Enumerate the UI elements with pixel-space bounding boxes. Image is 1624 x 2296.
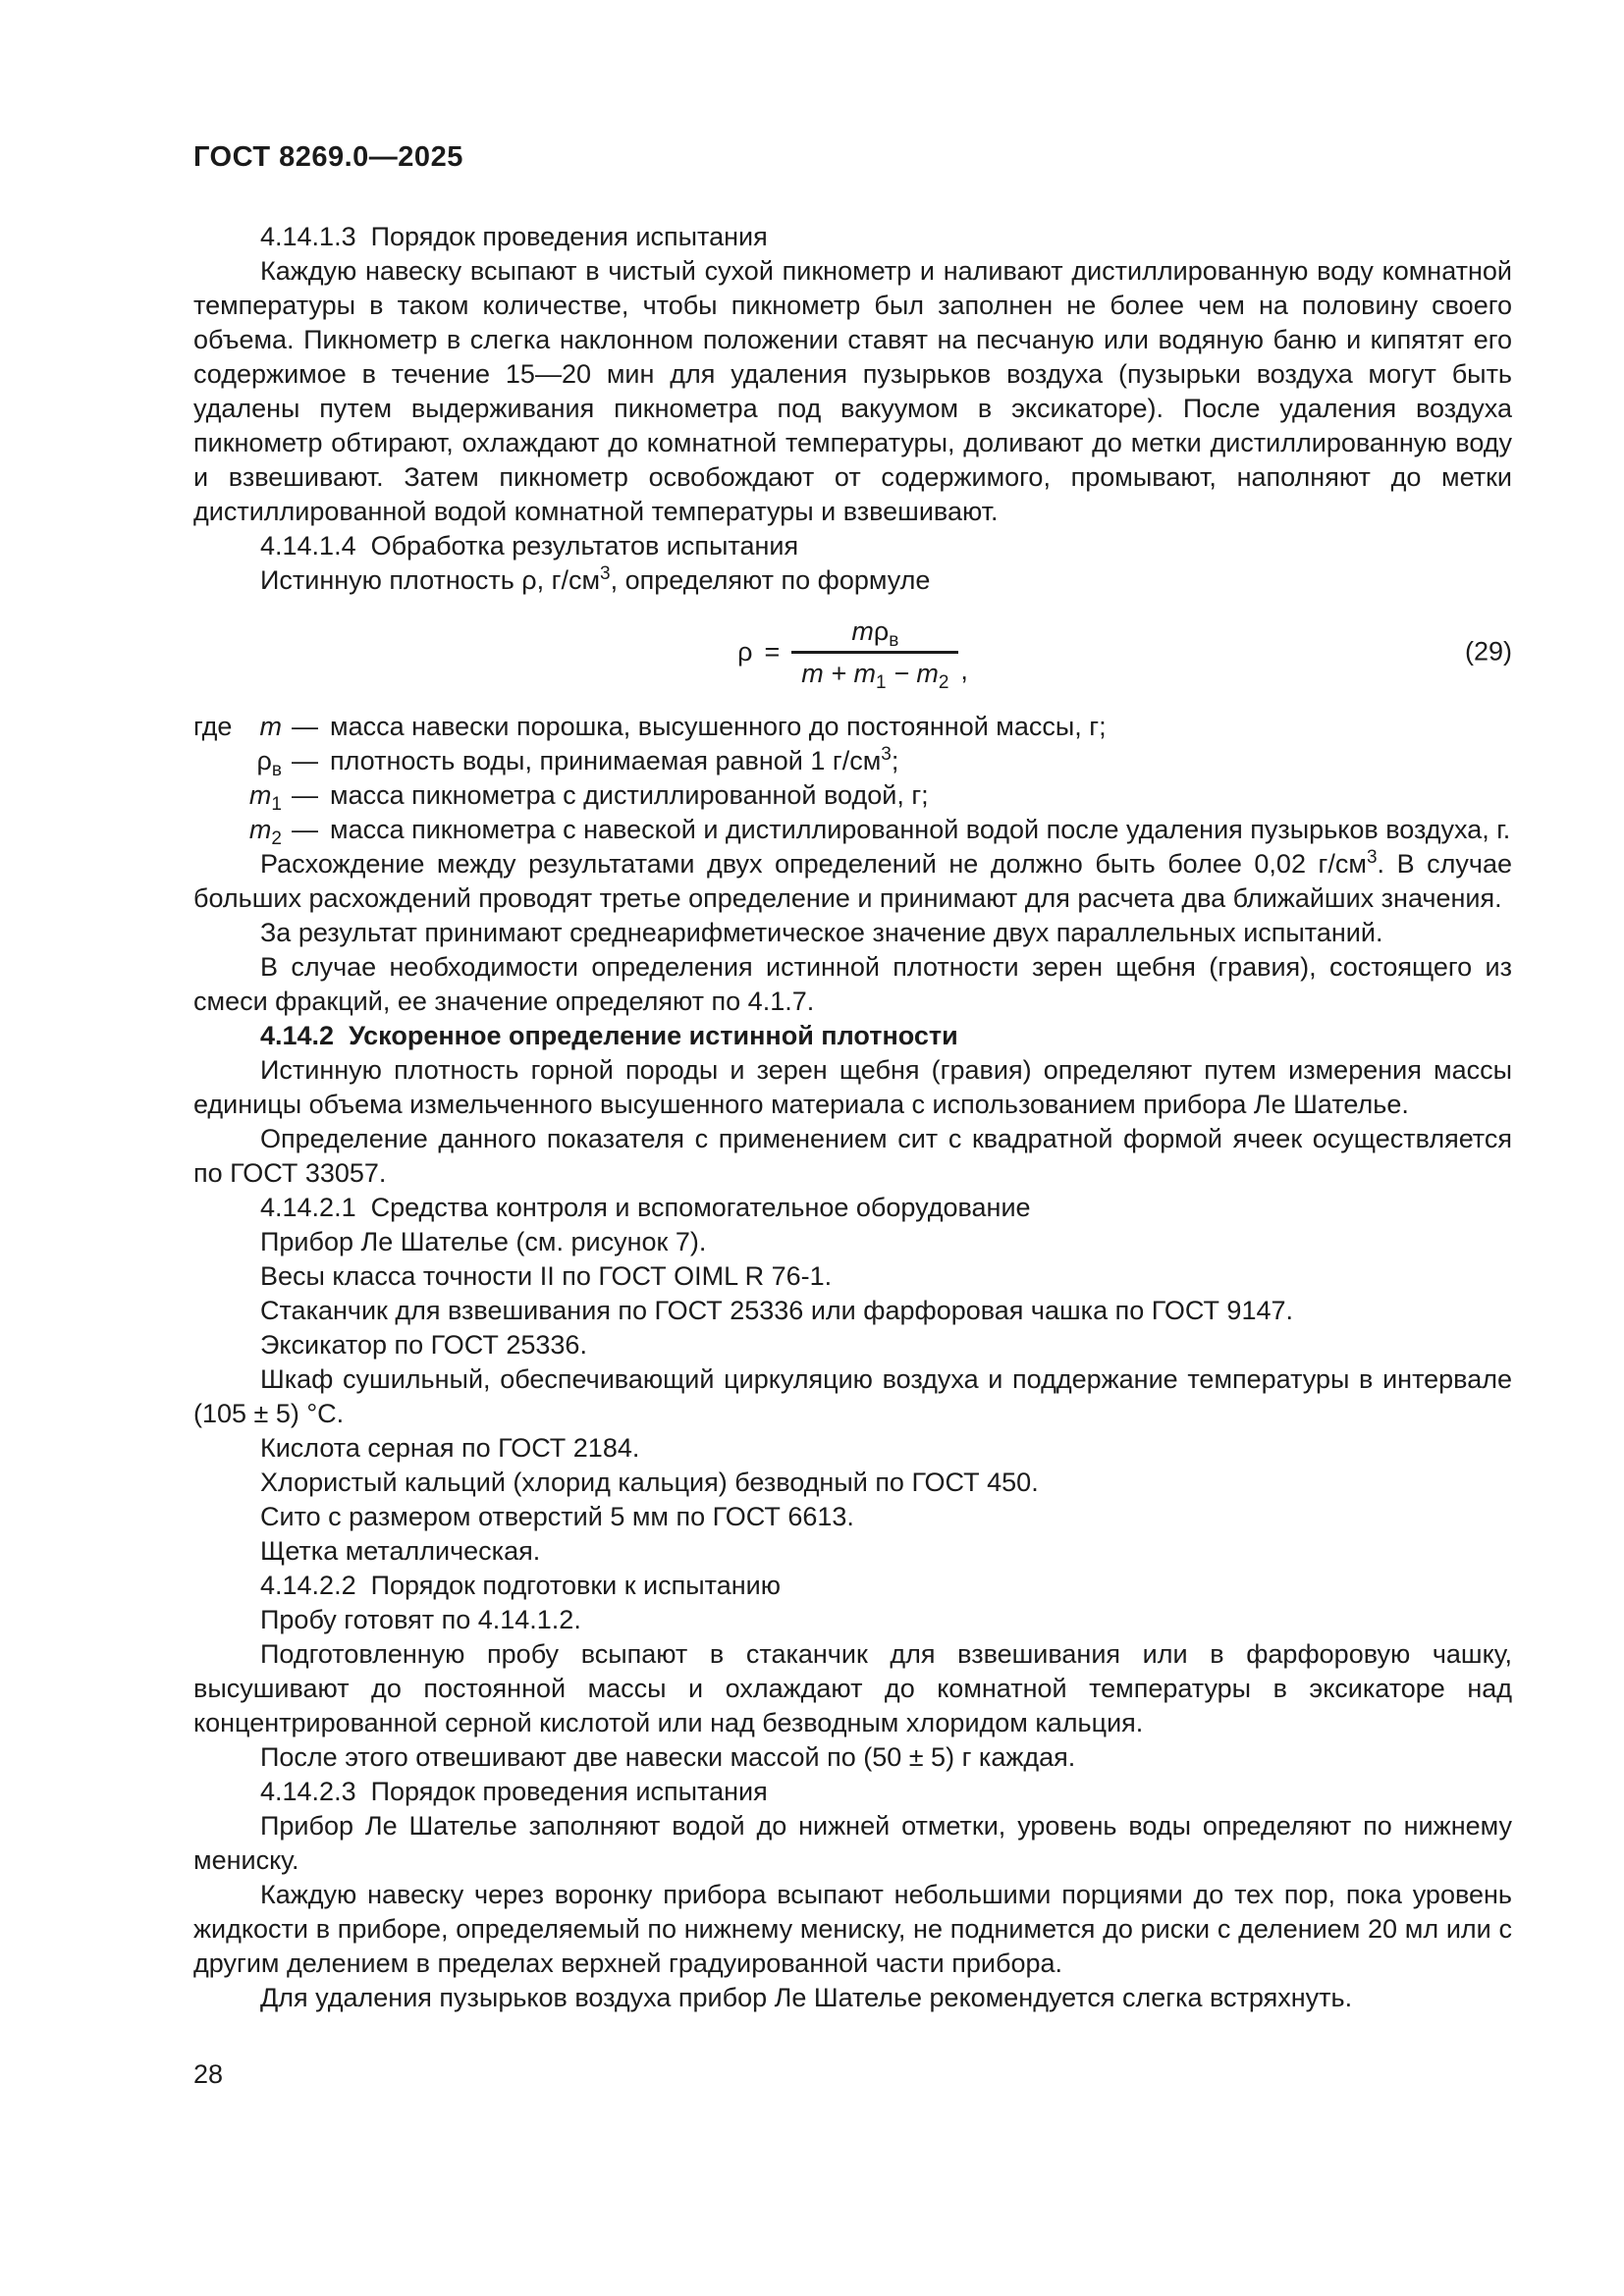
where-prefix [193, 813, 243, 847]
doc-header: ГОСТ 8269.0—2025 [193, 141, 463, 173]
superscript-3: 3 [600, 563, 611, 584]
where-desc: масса навески порошка, высушенного до постоянной массы, г; [330, 712, 1107, 741]
preparation-item: Подготовленную пробу всыпают в стаканчик для взвешивания или в фарфоровую чашку, высушивают до постоянной массы и охлаждают до комнатной температуры в эксикаторе над концентрированной серной кислотой или над безводным хлоридом кальция. [193, 1639, 1512, 1737]
symbol-m1: $m_1$ [248, 780, 282, 815]
equipment-item: Шкаф сушильный, обеспечивающий циркуляцию воздуха и поддержание температуры в интервале (105 ± 5) °С. [193, 1364, 1512, 1428]
heading-4-14-2-2: 4.14.2.2 Порядок подготовки к испытанию [260, 1571, 781, 1600]
where-row-m2 [193, 813, 1512, 847]
where-list [193, 710, 1512, 847]
page-number: 28 [193, 2059, 224, 2089]
where-row-m1 [193, 778, 1512, 813]
var-m: m [851, 615, 874, 646]
where-prefix [193, 778, 243, 813]
intro-text-a: Истинную плотность [260, 565, 522, 595]
divergence-text-b: . В случае больших расхождений проводят третье определение и принимают для расчета два ближайших значения. [193, 849, 1512, 913]
preparation-item: После этого отвешивают две навески массой по (50 ± 5) г каждая. [260, 1742, 1076, 1772]
equipment-item: Сито с размером отверстий 5 мм по ГОСТ 6613. [260, 1502, 854, 1531]
formula-comma: , [960, 655, 968, 685]
procedure-item: Для удаления пузырьков воздуха прибор Ле Шателье рекомендуется слегка встряхнуть. [260, 1983, 1353, 2012]
dash: — [292, 780, 318, 810]
dash: — [292, 712, 318, 741]
formula-number: (29) [1464, 636, 1512, 667]
heading-4-14-1-4: 4.14.1.4 Обработка результатов испытания [260, 531, 799, 561]
superscript-3: 3 [881, 744, 892, 765]
fraction-numerator [791, 616, 958, 651]
where-desc: масса пикнометра с навеской и дистиллированной водой после удаления пузырьков воздуха, г. [330, 815, 1511, 844]
formula-block [193, 610, 1512, 694]
subscript-v: в [889, 629, 899, 651]
fraction-denominator [791, 651, 958, 693]
where-row-rho [193, 744, 1512, 778]
symbol-m2: $m_2$ [248, 815, 282, 849]
equipment-item: Кислота серная по ГОСТ 2184. [260, 1433, 640, 1463]
paragraph-mix-fractions: В случае необходимости определения истинной плотности зерен щебня (гравия), состоящего из смеси фракций, ее значение определяют по 4.1.7. [193, 952, 1512, 1016]
paragraph-formula-intro [193, 563, 1512, 598]
where-row-m [193, 710, 1512, 744]
where-prefix [193, 744, 243, 778]
procedure-item: Прибор Ле Шателье заполняют водой до нижней отметки, уровень воды определяют по нижнему мениску. [193, 1811, 1512, 1875]
page-body [193, 220, 1512, 2015]
paragraph-result: За результат принимают среднеарифметическое значение двух параллельных испытаний. [260, 918, 1383, 947]
where-desc: масса пикнометра с дистиллированной водой, г; [330, 780, 929, 810]
equipment-item: Эксикатор по ГОСТ 25336. [260, 1330, 587, 1360]
heading-4-14-2-1: 4.14.2.1 Средства контроля и вспомогательное оборудование [260, 1193, 1031, 1222]
procedure-item: Каждую навеску через воронку прибора всыпают небольшими порциями до тех пор, пока уровень жидкости в приборе, определяемый по нижнему мениску, не поднимется до риски с делением 20 мл или с другим делением в пределах верхней градуированной части прибора. [193, 1880, 1512, 1978]
den-part-b: − m [886, 658, 939, 688]
superscript-3: 3 [1366, 847, 1378, 868]
paragraph-test-procedure: Каждую навеску всыпают в чистый сухой пикнометр и наливают дистиллированную воду комнатной температуры в таком количестве, чтобы пикнометр был заполнен не более чем на половину своего объема. Пикнометр в слегка наклонном положении ставят на песчаную или водяную баню и кипятят его содержимое в течение 15—20 мин для удаления пузырьков воздуха (пузырьки воздуха могут быть удалены путем выдерживания пикнометра под вакуумом в эксикаторе). После удаления воздуха пикнометр обтирают, охлаждают до комнатной температуры, доливают до метки дистиллированную воду и взвешивают. Затем пикнометр освобождают от содержимого, промывают, наполняют до метки дистиллированной водой комнатной температуры и взвешивают. [193, 256, 1512, 526]
symbol-rho-v: $\rho_в$ [256, 746, 282, 780]
heading-4-14-2: 4.14.2 Ускоренное определение истинной плотности [260, 1021, 958, 1050]
equipment-item: Весы класса точности II по ГОСТ OIML R 76-1. [260, 1261, 833, 1291]
subscript-1: 1 [875, 671, 887, 693]
heading-4-14-1-3: 4.14.1.3 Порядок проведения испытания [260, 222, 768, 251]
where-desc: плотность воды, принимаемая равной 1 $г/см^3$; [330, 744, 899, 775]
equipment-item: Щетка металлическая. [260, 1536, 541, 1566]
paragraph-divergence [193, 847, 1512, 916]
paragraph-true-density: Истинную плотность горной породы и зерен щебня (гравия) определяют путем измерения массы единицы объема измельченного высушенного материала с использованием прибора Ле Шателье. [193, 1055, 1512, 1119]
heading-4-14-2-3: 4.14.2.3 Порядок проведения испытания [260, 1777, 768, 1806]
fraction [791, 615, 958, 693]
dash: — [292, 815, 318, 844]
rho-symbol: ρ [521, 565, 537, 595]
equipment-item: Прибор Ле Шателье (см. рисунок 7). [260, 1227, 707, 1256]
equipment-item: Стаканчик для взвешивания по ГОСТ 25336 или фарфоровая чашка по ГОСТ 9147. [260, 1296, 1293, 1325]
where-prefix: где [193, 712, 233, 741]
dash: — [292, 746, 318, 775]
equipment-item: Хлористый кальций (хлорид кальция) безводный по ГОСТ 450. [260, 1468, 1039, 1497]
formula-29 [737, 615, 968, 693]
subscript-2: 2 [938, 671, 949, 693]
preparation-item: Пробу готовят по 4.14.1.2. [260, 1605, 581, 1634]
divergence-text-a: Расхождение между результатами двух определений не должно быть более 0,02 г/см [260, 849, 1367, 879]
equals-sign: = [764, 636, 781, 667]
den-part-a: m + m [801, 658, 876, 688]
paragraph-gost-33057: Определение данного показателя с применением сит с квадратной формой ячеек осуществляется по ГОСТ 33057. [193, 1124, 1512, 1188]
symbol-m: m [259, 712, 282, 741]
var-rho: ρ [873, 615, 890, 646]
formula-lhs: ρ [737, 636, 753, 667]
intro-text-b: , г/см [536, 565, 601, 595]
intro-text-c: , определяют по формуле [610, 565, 931, 595]
